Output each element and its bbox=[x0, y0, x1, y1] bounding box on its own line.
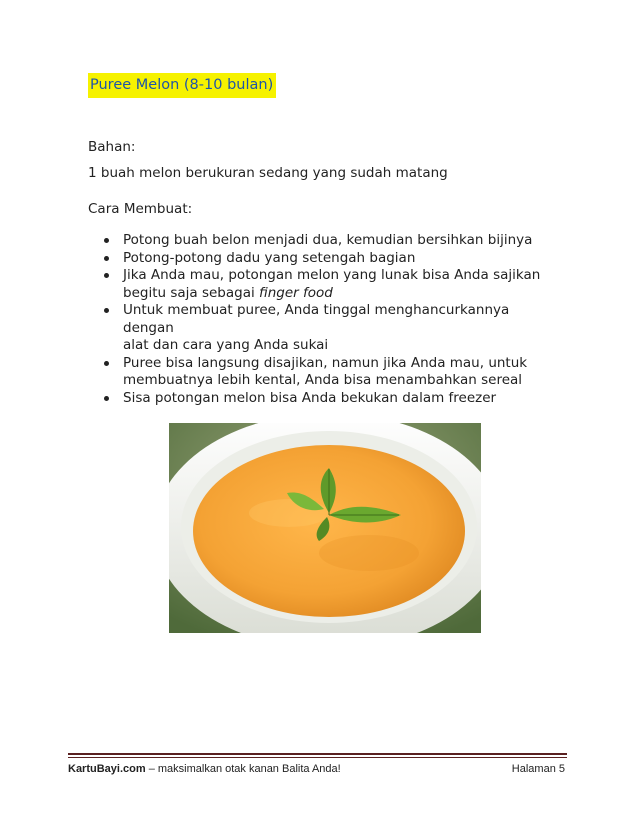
section-heading bbox=[88, 73, 276, 98]
recipe-title: Puree Melon (8-10 bulan) bbox=[88, 73, 276, 98]
melon-puree-illustration bbox=[169, 423, 481, 633]
ingredients-label: Bahan: bbox=[88, 139, 136, 155]
instruction-step-3 bbox=[104, 267, 564, 302]
step-text-italic: finger food bbox=[259, 284, 333, 301]
bullet-icon bbox=[104, 396, 109, 401]
step-text-continued: alat dan cara yang Anda sukai bbox=[123, 337, 329, 353]
step-text: Potong-potong dadu yang setengah bagian bbox=[123, 249, 416, 266]
instruction-step-1 bbox=[104, 232, 564, 250]
footer-rule bbox=[68, 753, 567, 755]
step-text-continued: membuatnya lebih kental, Anda bisa menambahkan sereal bbox=[123, 372, 523, 388]
footer-brand: KartuBayi.com bbox=[68, 763, 146, 775]
step-text: Sisa potongan melon bisa Anda bekukan dalam freezer bbox=[123, 389, 497, 406]
bullet-icon bbox=[104, 273, 109, 278]
melon-puree-photo bbox=[169, 423, 481, 633]
bullet-icon bbox=[104, 256, 109, 261]
instruction-step-4 bbox=[104, 302, 564, 355]
instruction-step-5 bbox=[104, 355, 564, 390]
ingredient-item: 1 buah melon berukuran sedang yang sudah matang bbox=[88, 165, 448, 181]
step-text-continued: begitu saja sebagai bbox=[123, 284, 260, 301]
footer-tagline: – maksimalkan otak kanan Balita Anda! bbox=[145, 763, 341, 775]
step-text: Puree bisa langsung disajikan, namun jika Anda mau, untuk bbox=[123, 354, 528, 371]
step-text: Jika Anda mau, potongan melon yang lunak bisa Anda sajikan bbox=[123, 267, 541, 283]
page-footer bbox=[68, 763, 567, 775]
step-text: Potong buah belon menjadi dua, kemudian bersihkan bijinya bbox=[123, 232, 533, 248]
bullet-icon bbox=[104, 361, 109, 366]
instruction-step-2 bbox=[104, 250, 564, 268]
page-number: Halaman 5 bbox=[511, 763, 565, 775]
instruction-list bbox=[104, 232, 564, 407]
footer-rule-thin bbox=[68, 757, 567, 758]
bullet-icon bbox=[104, 238, 109, 243]
instruction-step-6 bbox=[104, 390, 564, 408]
instructions-label: Cara Membuat: bbox=[88, 201, 193, 217]
step-text: Untuk membuat puree, Anda tinggal menghancurkannya dengan bbox=[123, 302, 510, 336]
bullet-icon bbox=[104, 308, 109, 313]
